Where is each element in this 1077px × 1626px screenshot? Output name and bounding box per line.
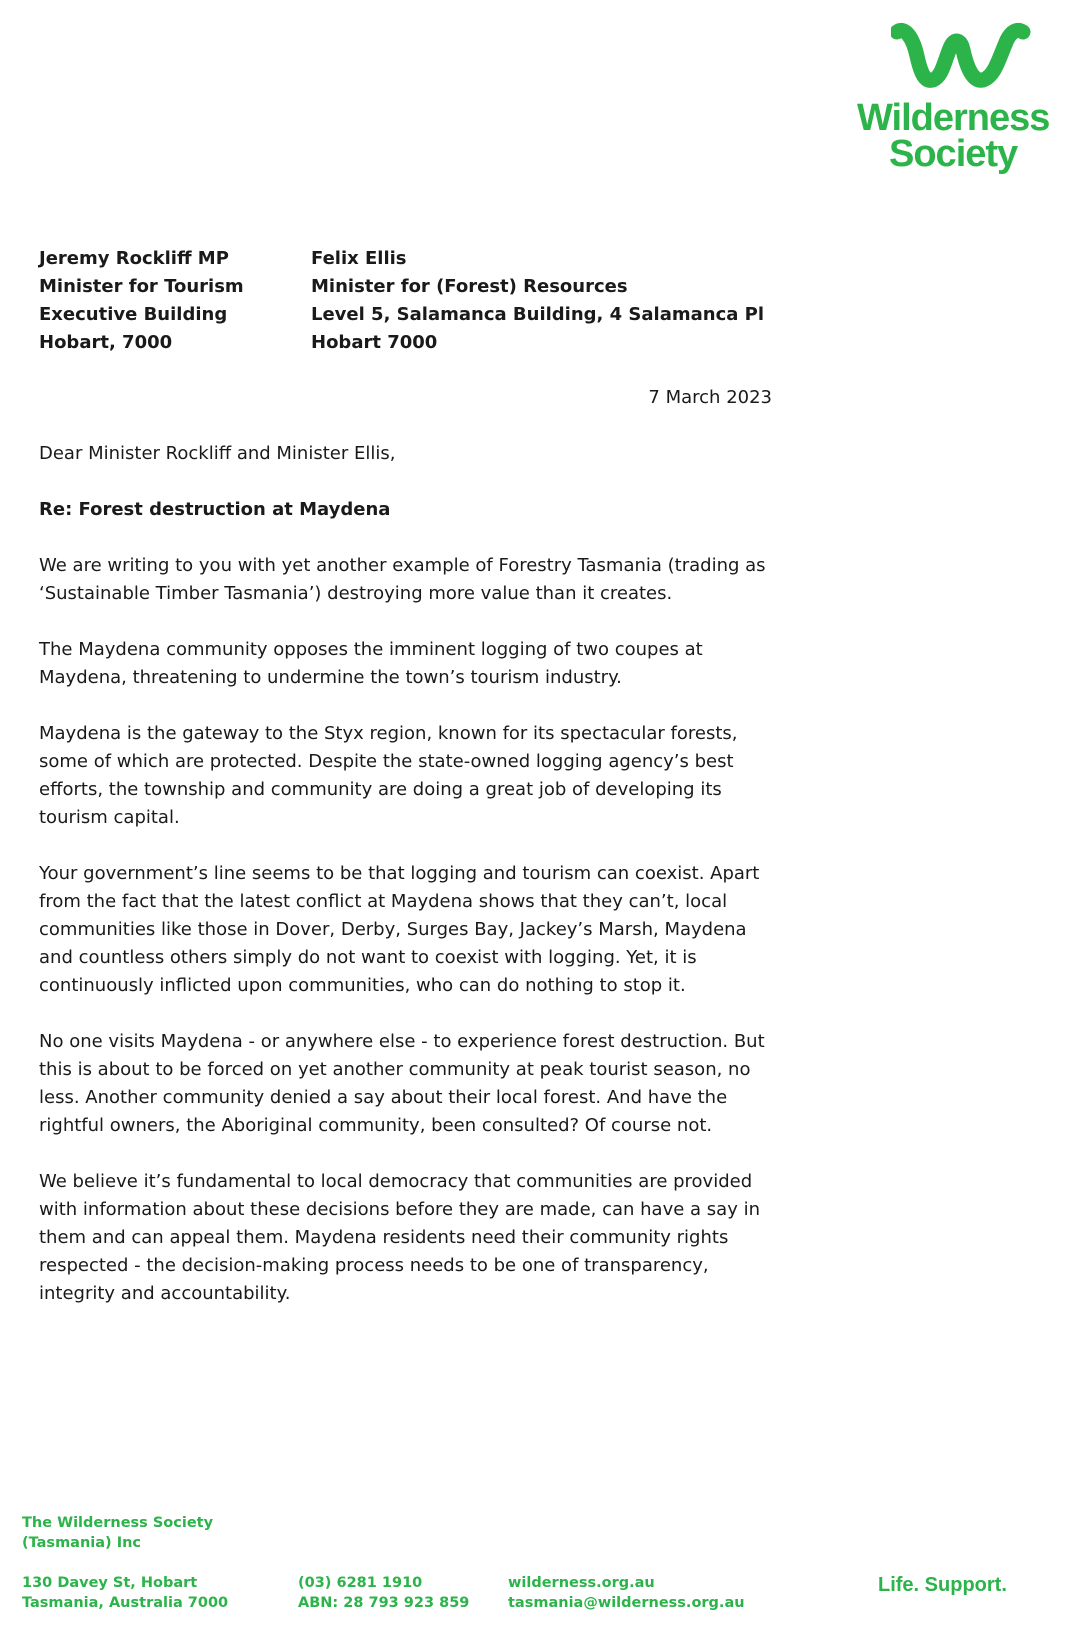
body-paragraph: The Maydena community opposes the imminent logging of two coupes at Maydena, threatening to undermine the town’s tourism industry.: [39, 639, 703, 688]
recipient-name: Felix Ellis: [311, 248, 407, 269]
footer-address-line: 130 Davey St, Hobart: [22, 1575, 198, 1591]
recipient-block-1: [39, 245, 244, 357]
body-paragraph: Your government’s line seems to be that logging and tourism can coexist. Apart from the fact that the latest conflict at Maydena shows that they can’t, local communities like those in Dover, Derby, Surges Bay, Jackey’s Marsh, Maydena and countless others simply do not want to coexist with logging. Yet, it is continuously inflicted upon communities, who can do nothing to stop it.: [39, 863, 760, 996]
recipient-address-line: Hobart 7000: [311, 332, 438, 353]
footer-org-line: The Wilderness Society: [22, 1515, 214, 1531]
recipient-title: Minister for (Forest) Resources: [311, 276, 628, 297]
w-wave-logo-icon: [891, 18, 1041, 100]
body-paragraph: No one visits Maydena - or anywhere else - to experience forest destruction. But this is about to be forced on yet another community at peak tourist season, no less. Another community denied a say about their local forest. And have the rightful owners, the Aboriginal community, been consulted? Of course not.: [39, 1031, 765, 1136]
recipient-address-line: Level 5, Salamanca Building, 4 Salamanca Pl: [311, 304, 765, 325]
salutation: Dear Minister Rockliff and Minister Ellis,: [39, 443, 396, 464]
logo-wordmark-line2: Society: [889, 133, 1018, 175]
recipient-address-line: Executive Building: [39, 304, 228, 325]
letter-date: 7 March 2023: [648, 387, 772, 408]
footer-contact: [298, 1573, 469, 1613]
footer-website-link[interactable]: wilderness.org.au: [508, 1575, 655, 1591]
footer-email-link[interactable]: tasmania@wilderness.org.au: [508, 1595, 745, 1611]
body-paragraph: We are writing to you with yet another example of Forestry Tasmania (trading as ‘Sustainable Timber Tasmania’) destroying more value than it creates.: [39, 555, 766, 604]
footer-address: [22, 1573, 228, 1613]
footer-phone: (03) 6281 1910: [298, 1575, 423, 1591]
recipient-name: Jeremy Rockliff MP: [39, 248, 229, 269]
body-paragraph: We believe it’s fundamental to local democracy that communities are provided with information about these decisions before they are made, can have a say in them and can appeal them. Maydena residents need their community rights respected - the decision-making process needs to be one of transparency, integrity and accountability.: [39, 1171, 760, 1304]
footer-web: [508, 1573, 745, 1613]
recipient-address-line: Hobart, 7000: [39, 332, 173, 353]
footer-address-line: Tasmania, Australia 7000: [22, 1595, 229, 1611]
recipient-block-2: [311, 245, 764, 357]
logo-wordmark-line1: Wilderness: [857, 97, 1050, 139]
footer-org-line: (Tasmania) Inc: [22, 1535, 142, 1551]
wilderness-society-logo: [855, 18, 1065, 175]
footer-abn: ABN: 28 793 923 859: [298, 1595, 470, 1611]
footer-tagline: Life. Support.: [878, 1574, 1007, 1596]
letter-body: [39, 440, 784, 1336]
recipient-title: Minister for Tourism: [39, 276, 244, 297]
footer-organisation: [22, 1513, 213, 1553]
body-paragraph: Maydena is the gateway to the Styx region, known for its spectacular forests, some of which are protected. Despite the state-owned logging agency’s best efforts, the township and community are doing a great job of developing its tourism capital.: [39, 723, 738, 828]
subject-line: Re: Forest destruction at Maydena: [39, 499, 391, 520]
